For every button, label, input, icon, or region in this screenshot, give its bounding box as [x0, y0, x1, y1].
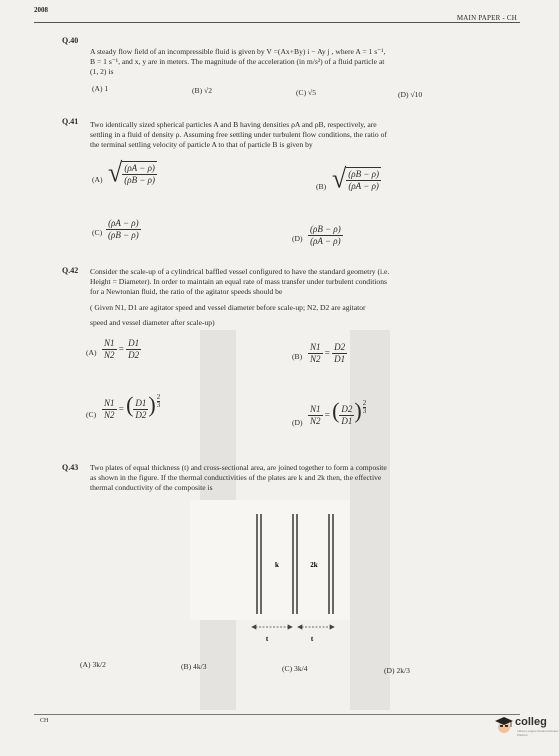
q41-label-a: (A) — [92, 175, 103, 184]
q40-option-d: (D) √10 — [398, 90, 423, 99]
q40-option-a: (A) 1 — [92, 84, 109, 93]
q41-line2: settling in a fluid of density ρ. Assuming free settling under turbulent flow conditions, the ratio of — [90, 130, 387, 139]
logo-tagline: India's Largest Student Review Platform — [517, 729, 559, 737]
q40-option-b: (B) √2 — [192, 86, 212, 95]
thickness-t-left: t — [265, 635, 269, 643]
q41-label-b: (B) — [316, 182, 327, 191]
q41-option-a-expr: √ $\frac{(\rho A - \rho)}{(\rho B - \rho)}$ — [108, 157, 155, 188]
composite-plate-figure — [230, 506, 350, 646]
scan-band — [350, 330, 390, 710]
q42-b-d1: D1 — [334, 354, 346, 364]
q40-line1: A steady flow field of an incompressible fluid is given by V =(Ax+By) i − Ay j , where A = 1 s⁻¹, — [90, 47, 386, 56]
q42-d-equals: = — [324, 410, 330, 420]
q42-c-d1: D1 — [135, 398, 147, 409]
q41-label-c: (C) — [92, 228, 103, 237]
q42-d-d1: D1 — [341, 416, 353, 427]
q42-option-a-expr — [102, 338, 141, 361]
footer-rule — [34, 714, 520, 715]
q42-c-exp-den: 3 — [156, 401, 161, 409]
q41-line3: the terminal settling velocity of particle A to that of particle B is given by — [90, 140, 313, 149]
q43-number: Q.43 — [62, 463, 79, 472]
q41-c-denominator: (ρB − ρ) — [108, 230, 139, 240]
q43-option-c: (C) 3k/4 — [282, 664, 308, 673]
q42-c-n1: N1 — [104, 398, 115, 409]
q41-number: Q.41 — [62, 117, 79, 126]
q43-option-d: (D) 2k/3 — [384, 666, 410, 675]
q40-line2: B = 1 s⁻¹, and x, y are in meters. The magnitude of the acceleration (in m/s²) of a fluid particle at — [90, 57, 385, 66]
footer-paper-code: CH — [40, 718, 49, 724]
plate-2k-label: 2k — [310, 561, 318, 569]
q42-c-n2: N2 — [104, 410, 115, 421]
q42-a-n1: N1 — [104, 338, 115, 348]
q42-label-b: (B) — [292, 352, 303, 361]
q42-label-c: (C) — [86, 410, 97, 419]
q42-d-n1: N1 — [310, 404, 321, 415]
plate-k-label: k — [275, 561, 279, 569]
q42-d-exp-num: 2 — [362, 399, 367, 407]
q42-line2: Height = Diameter). In order to maintain an equal rate of mass transfer under turbulent conditions — [90, 277, 387, 286]
logo-wordmark: colleg — [515, 716, 547, 728]
q41-b-numerator: (ρB − ρ) — [348, 168, 379, 179]
q42-option-b-expr — [308, 342, 347, 365]
q43-line2: as shown in the figure. If the thermal conductivities of the plates are k and 2k then, the effective — [90, 473, 382, 482]
q41-d-denominator: (ρA − ρ) — [310, 236, 341, 246]
q43-option-a: (A) 3k/2 — [80, 660, 106, 669]
q42-line1: Consider the scale-up of a cylindrical baffled vessel configured to have the standard geometry (i.e. — [90, 267, 390, 276]
q41-option-d-expr — [308, 224, 343, 247]
thickness-t-right: t — [310, 635, 314, 643]
q42-c-exp-num: 2 — [156, 393, 161, 401]
q42-d-d2: D2 — [341, 404, 353, 415]
q42-line5: speed and vessel diameter after scale-up) — [90, 318, 215, 327]
q41-a-numerator: (ρA − ρ) — [124, 162, 155, 173]
q41-option-b-expr: √ $\frac{(\rho B - \rho)}{(\rho A - \rho)}$ — [332, 163, 379, 194]
q42-b-equals: = — [324, 347, 330, 358]
q42-d-n2: N2 — [310, 416, 321, 427]
q42-line3: for a Newtonian fluid, the ratio of the agitator speeds should be — [90, 287, 283, 296]
q42-label-a: (A) — [86, 348, 97, 357]
q42-a-n2: N2 — [104, 350, 115, 360]
q41-a-denominator: (ρB − ρ) — [124, 174, 155, 185]
q41-b-denominator: (ρA − ρ) — [348, 180, 379, 191]
q42-a-d1: D1 — [128, 338, 140, 348]
collegedunia-logo — [493, 714, 559, 736]
q42-line4: ( Given N1, D1 are agitator speed and vessel diameter before scale-up; N2, D2 are agitator — [90, 303, 366, 312]
q43-line3: thermal conductivity of the composite is — [90, 483, 213, 492]
q42-a-equals: = — [118, 343, 124, 354]
q41-option-c-expr — [106, 218, 141, 241]
q40-option-c: (C) √5 — [296, 88, 316, 97]
q41-d-numerator: (ρB − ρ) — [310, 224, 341, 234]
header-paper: MAIN PAPER - CH — [456, 14, 517, 22]
graduation-cap-icon — [493, 714, 515, 736]
q42-option-c-expr: $\frac{N1}{N2}$ = ( $\frac{D1}{D2}$ ) $\frac{2}{3}$ — [104, 392, 161, 421]
q41-line1: Two identically sized spherical particles A and B having densities ρA and ρB, respectively, are — [90, 120, 377, 129]
q42-c-d2: D2 — [135, 410, 147, 421]
q42-b-n2: N2 — [310, 354, 321, 364]
q42-c-equals: = — [118, 404, 124, 414]
q42-number: Q.42 — [62, 266, 79, 275]
header-rule — [34, 22, 520, 23]
q43-option-b: (B) 4k/3 — [181, 662, 207, 671]
q41-c-numerator: (ρA − ρ) — [108, 218, 139, 228]
q42-label-d: (D) — [292, 418, 303, 427]
q42-b-d2: D2 — [334, 342, 346, 352]
q42-b-n1: N1 — [310, 342, 321, 352]
q40-line3: (1, 2) is — [90, 67, 114, 76]
q42-a-d2: D2 — [128, 350, 140, 360]
q43-line1: Two plates of equal thickness (t) and cross-sectional area, are joined together to form a composite — [90, 463, 387, 472]
q42-d-exp-den: 3 — [362, 407, 367, 415]
header-year: 2008 — [34, 6, 48, 14]
q41-label-d: (D) — [292, 234, 303, 243]
q40-number: Q.40 — [62, 36, 79, 45]
q42-option-d-expr: $\frac{N1}{N2}$ = ( $\frac{D2}{D1}$ ) $\frac{2}{3}$ — [310, 398, 367, 427]
